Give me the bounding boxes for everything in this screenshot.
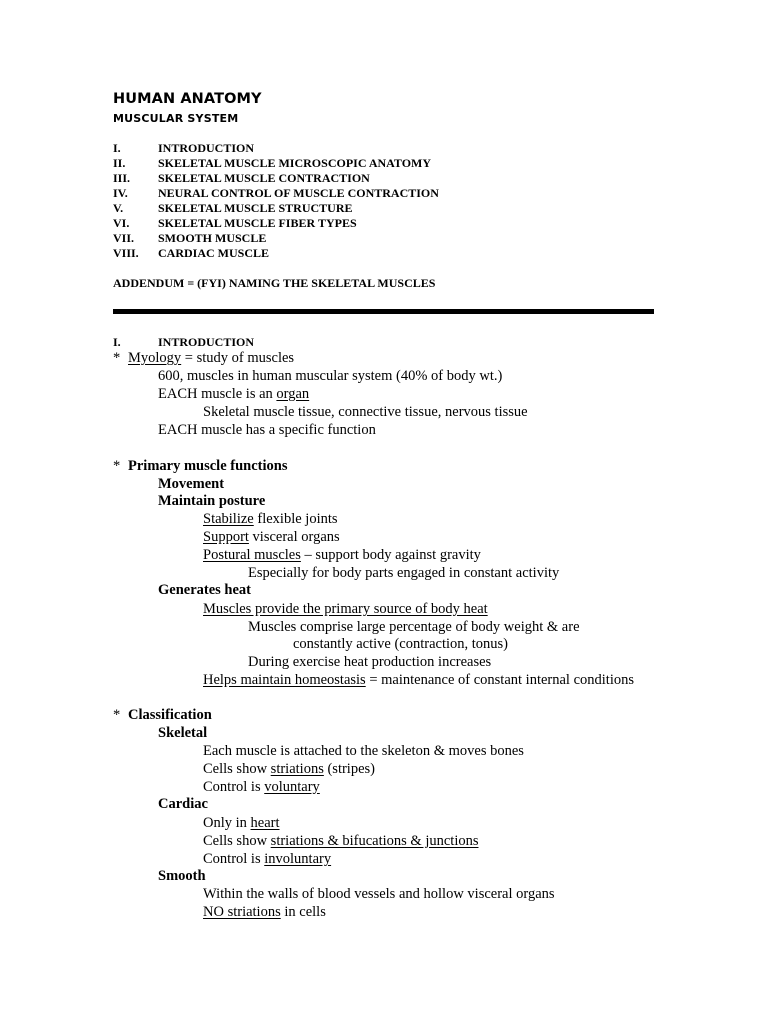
stabilize-line (203, 511, 338, 529)
skeletal-cells-term: striations (270, 761, 324, 777)
toc-number: VIII. (113, 246, 139, 260)
toc-number: VI. (113, 216, 130, 230)
support-line (203, 529, 340, 547)
tissues-line: Skeletal muscle tissue, connective tissue, nervous tissue (203, 404, 528, 420)
cardiac-location-line (203, 815, 280, 833)
smooth-cells-term: NO striations (203, 904, 281, 920)
cardiac-cells-text: Cells show (203, 833, 271, 849)
skeletal-control-text: Control is (203, 779, 265, 795)
skeletal-heading: Skeletal (158, 725, 208, 741)
homeostasis-term: Helps maintain homeostasis (203, 672, 366, 688)
toc-text: SKELETAL MUSCLE CONTRACTION (158, 171, 370, 185)
toc-text: SKELETAL MUSCLE STRUCTURE (158, 201, 353, 215)
skeletal-attached-line: Each muscle is attached to the skeleton & moves bones (203, 743, 524, 759)
stabilize-text: flexible joints (253, 511, 338, 527)
cardiac-cells-line (203, 833, 479, 851)
smooth-location-line: Within the walls of blood vessels and hollow visceral organs (203, 886, 555, 902)
comprise-line: Muscles comprise large percentage of body weight & are (248, 619, 580, 635)
support-text: visceral organs (248, 529, 340, 545)
toc-number: II. (113, 156, 126, 170)
bullet: * (113, 707, 121, 723)
smooth-cells-text: in cells (280, 904, 326, 920)
toc-text: CARDIAC MUSCLE (158, 246, 270, 260)
myology-definition: = study of muscles (181, 350, 295, 366)
heat-source-term: Muscles provide the primary source of body heat (203, 601, 488, 617)
organ-line (158, 386, 309, 404)
postural-line (203, 547, 481, 565)
exercise-line: During exercise heat production increases (248, 654, 492, 670)
toc-number: V. (113, 201, 124, 215)
especially-line: Especially for body parts engaged in constant activity (248, 565, 560, 581)
toc-number: III. (113, 171, 131, 185)
skeletal-cells-text: Cells show (203, 761, 271, 777)
primary-functions-title: Primary muscle functions (128, 458, 288, 474)
cardiac-location-term: heart (250, 815, 280, 831)
homeostasis-line (203, 672, 634, 690)
skeletal-cells-line (203, 761, 375, 779)
classification-heading (113, 707, 212, 725)
toc-number: I. (113, 141, 121, 155)
smooth-cells-line (203, 904, 326, 922)
primary-functions-heading (113, 458, 287, 476)
movement-line: Movement (158, 476, 225, 492)
classification-title: Classification (128, 707, 212, 723)
cardiac-control-term: involuntary (264, 851, 332, 867)
heat-line: Generates heat (158, 582, 252, 598)
skeletal-control-term: voluntary (264, 779, 320, 795)
skeletal-control-line (203, 779, 320, 797)
toc-text: INTRODUCTION (158, 141, 255, 155)
section-number: I. (113, 335, 121, 349)
document-subtitle: MUSCULAR SYSTEM (113, 112, 239, 125)
constantly-line: constantly active (contraction, tonus) (293, 636, 509, 652)
myology-term: Myology (128, 350, 182, 366)
section-title: INTRODUCTION (158, 335, 255, 349)
heat-source-line (203, 601, 488, 619)
cardiac-control-text: Control is (203, 851, 265, 867)
posture-line: Maintain posture (158, 493, 266, 509)
skeletal-cells-note: (stripes) (323, 761, 375, 777)
myology-line (113, 350, 294, 368)
section-divider (113, 309, 654, 314)
postural-text: – support body against gravity (300, 547, 481, 563)
toc-text: SKELETAL MUSCLE FIBER TYPES (158, 216, 357, 230)
cardiac-control-line (203, 851, 331, 869)
toc-number: VII. (113, 231, 135, 245)
homeostasis-text: = maintenance of constant internal conditions (365, 672, 634, 688)
bullet: * (113, 350, 121, 366)
cardiac-location-text: Only in (203, 815, 251, 831)
addendum: ADDENDUM = (FYI) NAMING THE SKELETAL MUSCLES (113, 276, 436, 290)
toc-text: NEURAL CONTROL OF MUSCLE CONTRACTION (158, 186, 439, 200)
toc-number: IV. (113, 186, 128, 200)
smooth-heading: Smooth (158, 868, 206, 884)
toc-text: SKELETAL MUSCLE MICROSCOPIC ANATOMY (158, 156, 432, 170)
muscle-count-line: 600, muscles in human muscular system (40% of body wt.) (158, 368, 503, 384)
cardiac-heading: Cardiac (158, 796, 208, 812)
stabilize-term: Stabilize (203, 511, 254, 527)
support-term: Support (203, 529, 249, 545)
cardiac-cells-term: striations & bifucations & junctions (270, 833, 479, 849)
organ-term: organ (276, 386, 310, 402)
postural-term: Postural muscles (203, 547, 301, 563)
bullet: * (113, 458, 121, 474)
document-title: HUMAN ANATOMY (113, 91, 262, 107)
function-line: EACH muscle has a specific function (158, 422, 376, 438)
toc-text: SMOOTH MUSCLE (158, 231, 267, 245)
organ-text: EACH muscle is an (158, 386, 277, 402)
